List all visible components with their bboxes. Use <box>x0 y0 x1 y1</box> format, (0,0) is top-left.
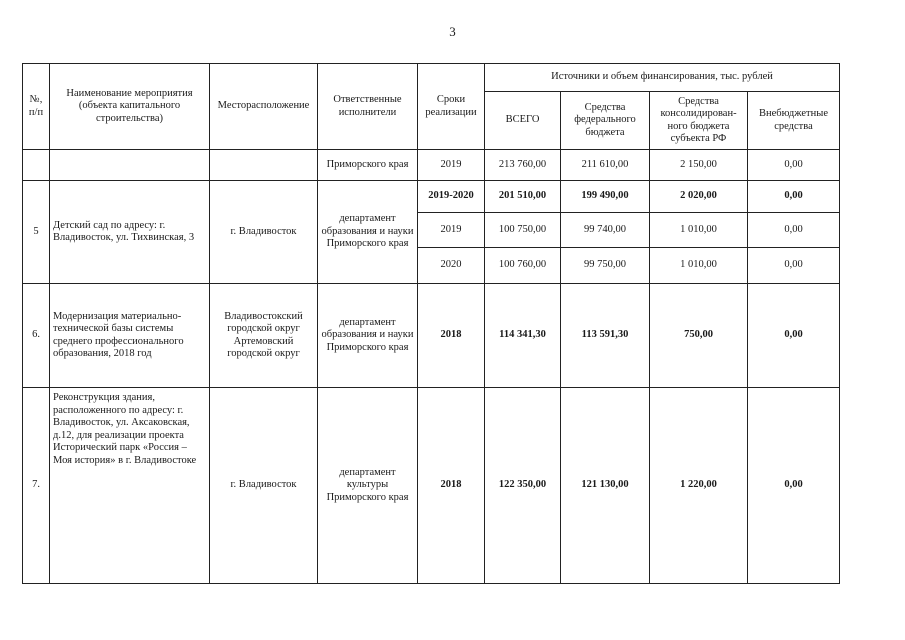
row7-federal: 121 130,00 <box>561 388 650 584</box>
row7-num: 7. <box>23 388 50 584</box>
financing-table <box>22 63 840 584</box>
cont-regional: 2 150,00 <box>650 150 748 181</box>
row5-term-0: 2019-2020 <box>418 181 485 213</box>
header-extra: Внебюджетные средства <box>748 92 840 150</box>
header-federal: Средства федерального бюджета <box>561 92 650 150</box>
row5-regional-0: 2 020,00 <box>650 181 748 213</box>
cont-federal: 211 610,00 <box>561 150 650 181</box>
header-name: Наименование мероприятия (объекта капитального строительства) <box>50 64 210 150</box>
table-row <box>23 181 840 213</box>
row5-extra-1: 0,00 <box>748 213 840 248</box>
row6-federal: 113 591,30 <box>561 284 650 388</box>
row6-num: 6. <box>23 284 50 388</box>
row7-total: 122 350,00 <box>485 388 561 584</box>
cont-term: 2019 <box>418 150 485 181</box>
row5-federal-1: 99 740,00 <box>561 213 650 248</box>
row5-regional-1: 1 010,00 <box>650 213 748 248</box>
header-num: №, п/п <box>23 64 50 150</box>
table-row <box>23 284 840 388</box>
row5-extra-2: 0,00 <box>748 248 840 284</box>
row5-extra-0: 0,00 <box>748 181 840 213</box>
row5-total-1: 100 750,00 <box>485 213 561 248</box>
table-row <box>23 150 840 181</box>
row6-name: Модернизация материально-технической базы системы среднего профессионального образования, 2018 год <box>50 284 210 388</box>
row5-location: г. Владивосток <box>210 181 318 284</box>
row6-term: 2018 <box>418 284 485 388</box>
header-row <box>23 64 840 92</box>
row7-responsible: департамент культуры Приморского края <box>318 388 418 584</box>
row6-total: 114 341,30 <box>485 284 561 388</box>
row5-federal-2: 99 750,00 <box>561 248 650 284</box>
row6-responsible: департамент образования и науки Приморского края <box>318 284 418 388</box>
row5-name: Детский сад по адресу: г. Владивосток, ул. Тихвинская, 3 <box>50 181 210 284</box>
row6-regional: 750,00 <box>650 284 748 388</box>
row6-location: Владивостокский городской округ Артемовский городской округ <box>210 284 318 388</box>
row5-regional-2: 1 010,00 <box>650 248 748 284</box>
row5-federal-0: 199 490,00 <box>561 181 650 213</box>
row5-total-2: 100 760,00 <box>485 248 561 284</box>
header-terms: Сроки реализации <box>418 64 485 150</box>
row5-term-2: 2020 <box>418 248 485 284</box>
row7-name: Реконструкция здания, расположенного по адресу: г. Владивосток, ул. Аксаковская, д.12, для реализации проекта Исторический парк «Россия – Моя история» в г. Владивостоке <box>50 388 210 584</box>
page-number: 3 <box>449 24 456 39</box>
header-total: ВСЕГО <box>485 92 561 150</box>
header-sources: Источники и объем финансирования, тыс. рублей <box>485 64 840 92</box>
header-regional: Средства консолидирован-ного бюджета субъекта РФ <box>650 92 748 150</box>
cont-extra: 0,00 <box>748 150 840 181</box>
cont-responsible: Приморского края <box>318 150 418 181</box>
cont-total: 213 760,00 <box>485 150 561 181</box>
row5-num: 5 <box>23 181 50 284</box>
row5-responsible: департамент образования и науки Приморского края <box>318 181 418 284</box>
header-location: Месторасположение <box>210 64 318 150</box>
row7-regional: 1 220,00 <box>650 388 748 584</box>
row7-term: 2018 <box>418 388 485 584</box>
row7-location: г. Владивосток <box>210 388 318 584</box>
row7-extra: 0,00 <box>748 388 840 584</box>
row5-total-0: 201 510,00 <box>485 181 561 213</box>
header-responsible: Ответственные исполнители <box>318 64 418 150</box>
row6-extra: 0,00 <box>748 284 840 388</box>
row5-term-1: 2019 <box>418 213 485 248</box>
table-row <box>23 388 840 584</box>
